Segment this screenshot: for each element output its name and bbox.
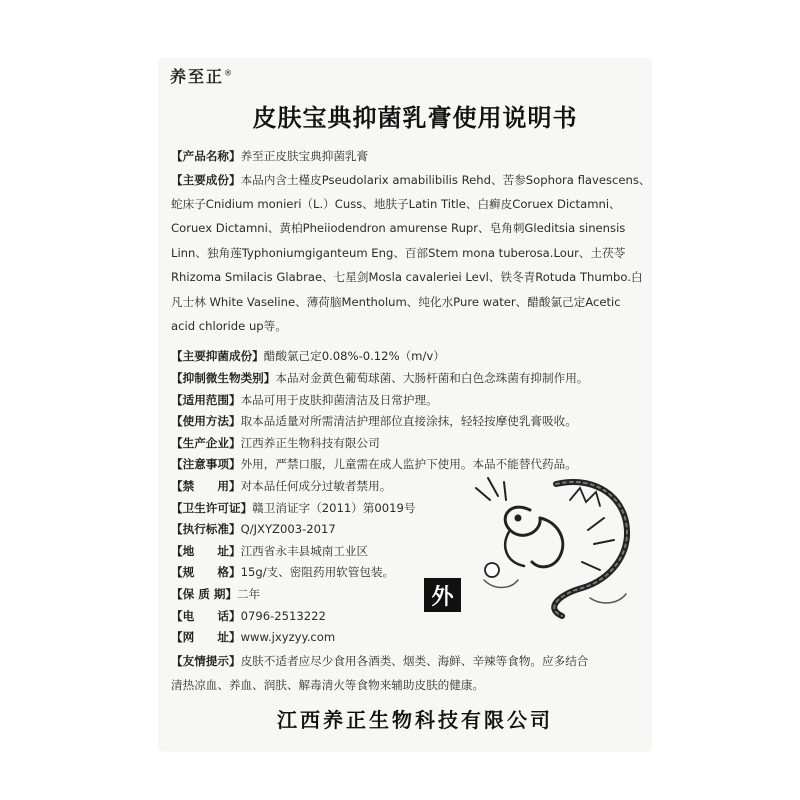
field-label: 【生产企业】: [171, 435, 241, 450]
field-value: 取本品适量对所需清洁护理部位直接涂抹，轻轻按摩使乳膏吸收。: [240, 414, 577, 429]
field-value: 二年: [237, 586, 261, 601]
field-label: 【使用方法】: [171, 414, 241, 429]
warm-tip: [171, 649, 641, 697]
field-label: 【产品名称】: [171, 149, 241, 163]
ingredients-line: 凡士林 White Vaseline、薄荷脑Mentholum、纯化水Pure water、醋酸氯己定Acetic: [171, 294, 621, 309]
footer-company: 江西养正生物科技有限公司: [277, 708, 553, 732]
field-label: 【执行标准】: [171, 522, 241, 537]
scope-row: [171, 390, 641, 412]
field-label: 【友情提示】: [171, 653, 241, 668]
brand-logo: [170, 64, 234, 87]
field-label: 【抑制微生物类别】: [171, 371, 276, 386]
field-label: 【禁 用】: [171, 479, 241, 493]
field-value: 0796-2513222: [240, 608, 326, 623]
external-use-badge: 外: [424, 578, 461, 612]
field-label: 【规 格】: [171, 565, 241, 580]
field-label: 【网 址】: [171, 630, 241, 645]
ingredients-line: [171, 168, 651, 192]
field-value: 本品可用于皮肤抑菌清洁及日常护理。: [240, 392, 438, 407]
field-label: 【卫生许可证】: [171, 500, 253, 515]
product-name-row: [171, 146, 641, 168]
usage-row: [171, 411, 641, 433]
manufacturer-row: [171, 433, 641, 455]
field-value: 15g/支、密阻药用软管包装。: [240, 565, 395, 580]
field-label: 【电 话】: [171, 608, 241, 623]
antibacterial-ingredient-row: [171, 346, 641, 368]
ingredients-line: acid chloride up等。: [171, 319, 287, 334]
field-label: 【保 质 期】: [171, 586, 238, 601]
field-label: 【适用范围】: [171, 392, 241, 407]
ingredients-line: Coruex Dictamni、黄柏Pheiiodendron amurense Rupr、皂角刺Gleditsia sinensis: [171, 221, 626, 236]
field-value: 养至正皮肤宝典抑菌乳膏: [240, 149, 369, 163]
field-value: 本品内含土槿皮Pseudolarix amabilibilis Rehd、苦参Sophora flavescens、: [240, 172, 651, 187]
dragon-illustration: [470, 470, 642, 620]
field-value: 对本品任何成分过敏者禁用。: [240, 479, 392, 493]
brand-name: 养至正: [170, 67, 225, 86]
field-label: 【主要抑菌成份】: [171, 349, 264, 364]
microbe-category-row: [171, 368, 641, 390]
field-value: 江西养正生物科技有限公司: [240, 435, 380, 450]
field-value: 本品对金黄色葡萄球菌、大肠杆菌和白色念珠菌有抑制作用。: [275, 371, 589, 386]
warm-tip-line-2: 清热凉血、养血、润肤、解毒清火等食物来辅助皮肤的健康。: [171, 677, 485, 692]
field-value: 外用，严禁口服，儿童需在成人监护下使用。本品不能替代药品。: [240, 457, 577, 472]
warm-tip-line-1: 皮肤不适者应尽少食用各酒类、烟类、海鲜、辛辣等食物。应多结合: [240, 653, 589, 668]
document-title: 皮肤宝典抑菌乳膏使用说明书: [252, 104, 578, 132]
ingredients-line: Rhizoma Smilacis Glabrae、七星剑Mosla cavaleriei Levl、铁冬青Rotuda Thumbo.白: [171, 270, 643, 285]
field-value: 江西省永丰县城南工业区: [240, 543, 369, 558]
field-value: www.jxyzyy.com: [240, 630, 336, 645]
ingredients-line: Linn、独角莲Typhoniumgiganteum Eng、百部Stem mona tuberosa.Lour、土茯苓: [171, 245, 626, 260]
field-value: 醋酸氯己定0.08%-0.12%（m/v）: [263, 349, 445, 364]
field-label: 【主要成份】: [171, 172, 241, 187]
field-label: 【注意事项】: [171, 457, 241, 472]
field-value: Q/JXYZ003-2017: [240, 522, 336, 537]
ingredients-line: 蛇床子Cnidium monieri（L.）Cuss、地肤子Latin Title、白癣皮Coruex Dictamni、: [171, 197, 621, 211]
website-row: [171, 627, 641, 649]
field-label: 【地 址】: [171, 543, 241, 558]
registered-mark: ®: [224, 68, 235, 78]
field-value: 赣卫消证字（2011）第0019号: [252, 500, 416, 515]
